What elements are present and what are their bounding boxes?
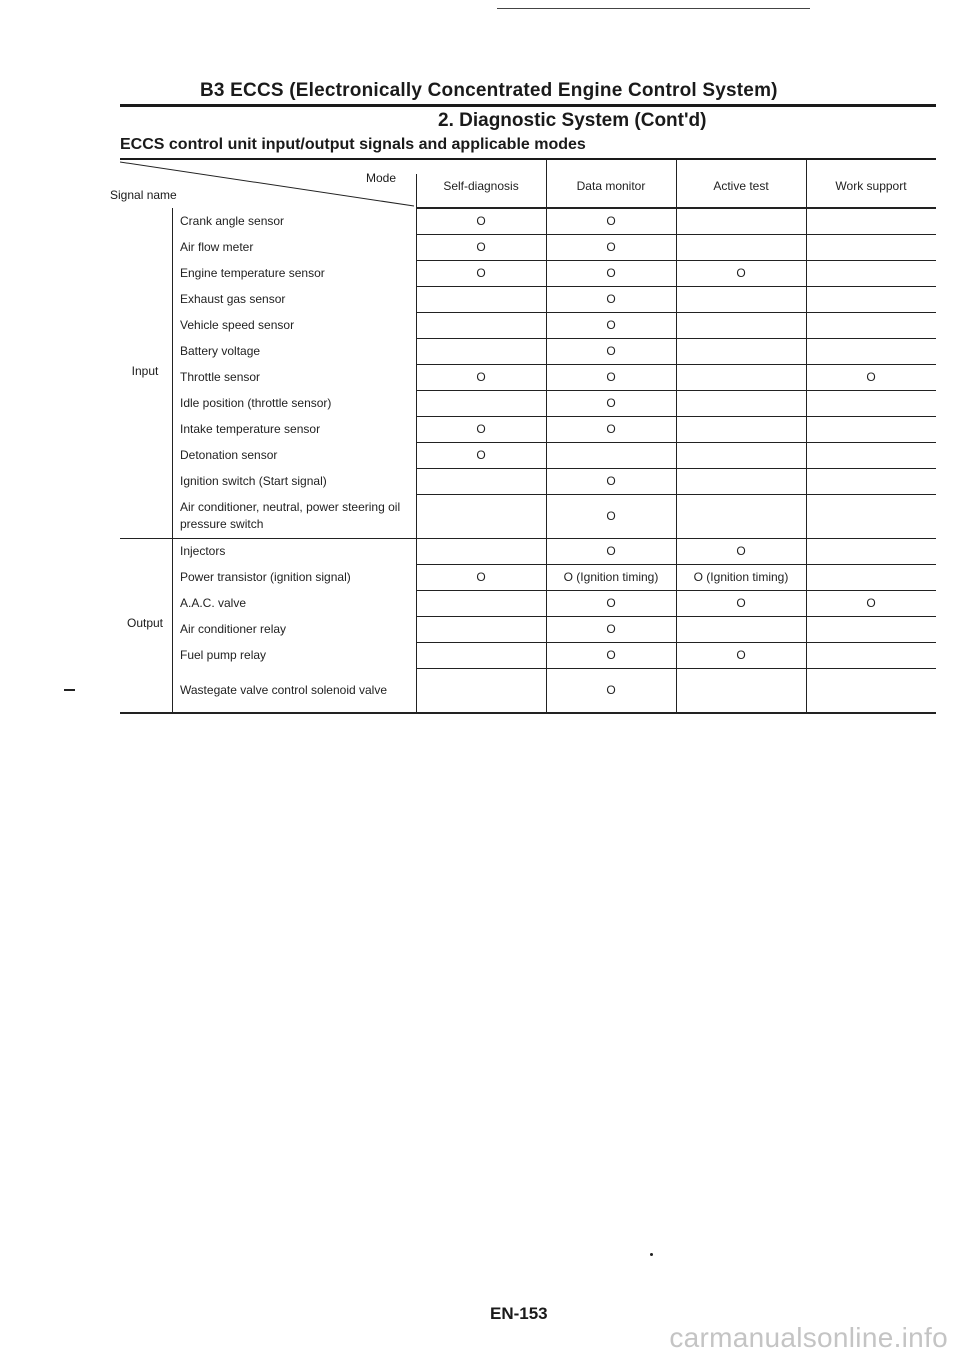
mode-cell: O [736, 265, 746, 280]
signal-name-cell: Idle position (throttle sensor) [180, 395, 332, 410]
mode-cell: O [476, 421, 486, 436]
mode-cell: O [606, 508, 616, 523]
signal-name-cell: Throttle sensor [180, 369, 261, 384]
mode-cell: O (Ignition timing) [563, 569, 659, 584]
mode-cell [676, 390, 806, 416]
mode-cell [416, 616, 546, 642]
mode-cell [676, 616, 806, 642]
mode-cell [416, 590, 546, 616]
signal-name-cell: Intake temperature sensor [180, 421, 321, 436]
mode-cell: O [606, 395, 616, 410]
mode-cell: O [866, 595, 876, 610]
margin-dash [64, 689, 75, 691]
corner-diagonal [120, 160, 420, 210]
mode-cell: O [606, 473, 616, 488]
signal-name-cell: Power transistor (ignition signal) [180, 569, 351, 584]
mode-cell: O [606, 343, 616, 358]
page-number: EN-153 [490, 1304, 548, 1323]
mode-cell [676, 364, 806, 390]
mode-cell [806, 442, 936, 468]
signal-name-cell: Injectors [180, 543, 226, 558]
signal-name-cell: Crank angle sensor [180, 213, 285, 228]
mode-cell: O [606, 317, 616, 332]
mode-cell: O [476, 447, 486, 462]
mode-cell [676, 208, 806, 234]
signal-name-cell: Air flow meter [180, 239, 254, 254]
mode-cell [806, 234, 936, 260]
mode-cell [806, 312, 936, 338]
mode-cell [676, 468, 806, 494]
mode-cell: O [606, 682, 616, 697]
mode-cell [676, 416, 806, 442]
mode-cell: O [736, 543, 746, 558]
mode-cell: O [476, 213, 486, 228]
signal-name-cell: Ignition switch (Start signal) [180, 473, 327, 488]
signal-name-cell: Battery voltage [180, 343, 261, 358]
mode-cell: O [606, 595, 616, 610]
signal-mode-table [110, 160, 936, 716]
signal-name-cell: Air conditioner relay [180, 621, 287, 636]
mode-cell [806, 338, 936, 364]
mode-cell: O [866, 369, 876, 384]
mode-cell: O [736, 647, 746, 662]
section-heading: ECCS control unit input/output signals and applicable modes [120, 136, 586, 153]
group-label-input: Input [131, 364, 159, 378]
mode-cell: O [606, 621, 616, 636]
column-header: Data monitor [576, 178, 646, 193]
column-header: Self-diagnosis [443, 178, 519, 193]
mode-cell [806, 260, 936, 286]
mode-cell: O [736, 595, 746, 610]
mode-cell [676, 312, 806, 338]
mode-cell: O [606, 369, 616, 384]
header-rule [120, 104, 936, 107]
mode-cell [676, 442, 806, 468]
mode-cell [806, 564, 936, 590]
mode-cell: O [606, 543, 616, 558]
group-label-output: Output [126, 616, 164, 630]
mode-cell: O [606, 239, 616, 254]
mode-cell [416, 494, 546, 538]
mode-cell [676, 234, 806, 260]
mode-cell: O [476, 239, 486, 254]
mode-cell [416, 390, 546, 416]
mode-cell [806, 468, 936, 494]
table-bottom-rule [120, 712, 936, 714]
mode-cell [416, 538, 546, 564]
mode-cell [676, 338, 806, 364]
mode-cell [416, 286, 546, 312]
mode-cell: O [606, 265, 616, 280]
watermark-text: carmanualsonline.info [669, 1322, 948, 1353]
speck [650, 1253, 653, 1256]
mode-cell: O [606, 291, 616, 306]
mode-cell [806, 286, 936, 312]
signal-name-cell: Air conditioner, neutral, power steering oil pressure switch [180, 500, 401, 531]
mode-cell [676, 494, 806, 538]
mode-cell [806, 416, 936, 442]
corner-mode-label: Mode [366, 171, 397, 185]
signal-name-cell: Vehicle speed sensor [180, 317, 295, 332]
mode-cell [806, 494, 936, 538]
mode-cell [546, 442, 676, 468]
mode-cell [676, 668, 806, 712]
mode-cell: O [476, 369, 486, 384]
mode-cell [416, 642, 546, 668]
mode-cell: O [476, 569, 486, 584]
page-header-title: B3 ECCS (Electronically Concentrated Engine Control System) [200, 80, 778, 101]
mode-cell [416, 338, 546, 364]
mode-cell: O [476, 265, 486, 280]
signal-name-cell: Exhaust gas sensor [180, 291, 286, 306]
mode-cell [806, 390, 936, 416]
signal-name-cell: Fuel pump relay [180, 647, 267, 662]
corner-signal-label: Signal name [110, 188, 177, 202]
mode-cell [806, 208, 936, 234]
column-header: Active test [713, 178, 769, 193]
signal-name-cell: A.A.C. valve [180, 595, 247, 610]
mode-cell [416, 668, 546, 712]
mode-cell [806, 538, 936, 564]
column-header: Work support [835, 178, 907, 193]
top-rule [497, 8, 810, 9]
mode-cell: O (Ignition timing) [693, 569, 789, 584]
page-header-subtitle: 2. Diagnostic System (Cont'd) [438, 110, 707, 131]
mode-cell [416, 468, 546, 494]
group-separator [172, 208, 173, 712]
mode-cell: O [606, 213, 616, 228]
mode-cell [806, 642, 936, 668]
mode-cell [676, 286, 806, 312]
mode-cell [806, 668, 936, 712]
mode-cell [416, 312, 546, 338]
mode-cell: O [606, 647, 616, 662]
signal-name-cell: Engine temperature sensor [180, 265, 325, 280]
signal-name-cell: Wastegate valve control solenoid valve [180, 682, 387, 697]
signal-name-cell: Detonation sensor [180, 447, 278, 462]
mode-cell: O [606, 421, 616, 436]
mode-cell [806, 616, 936, 642]
